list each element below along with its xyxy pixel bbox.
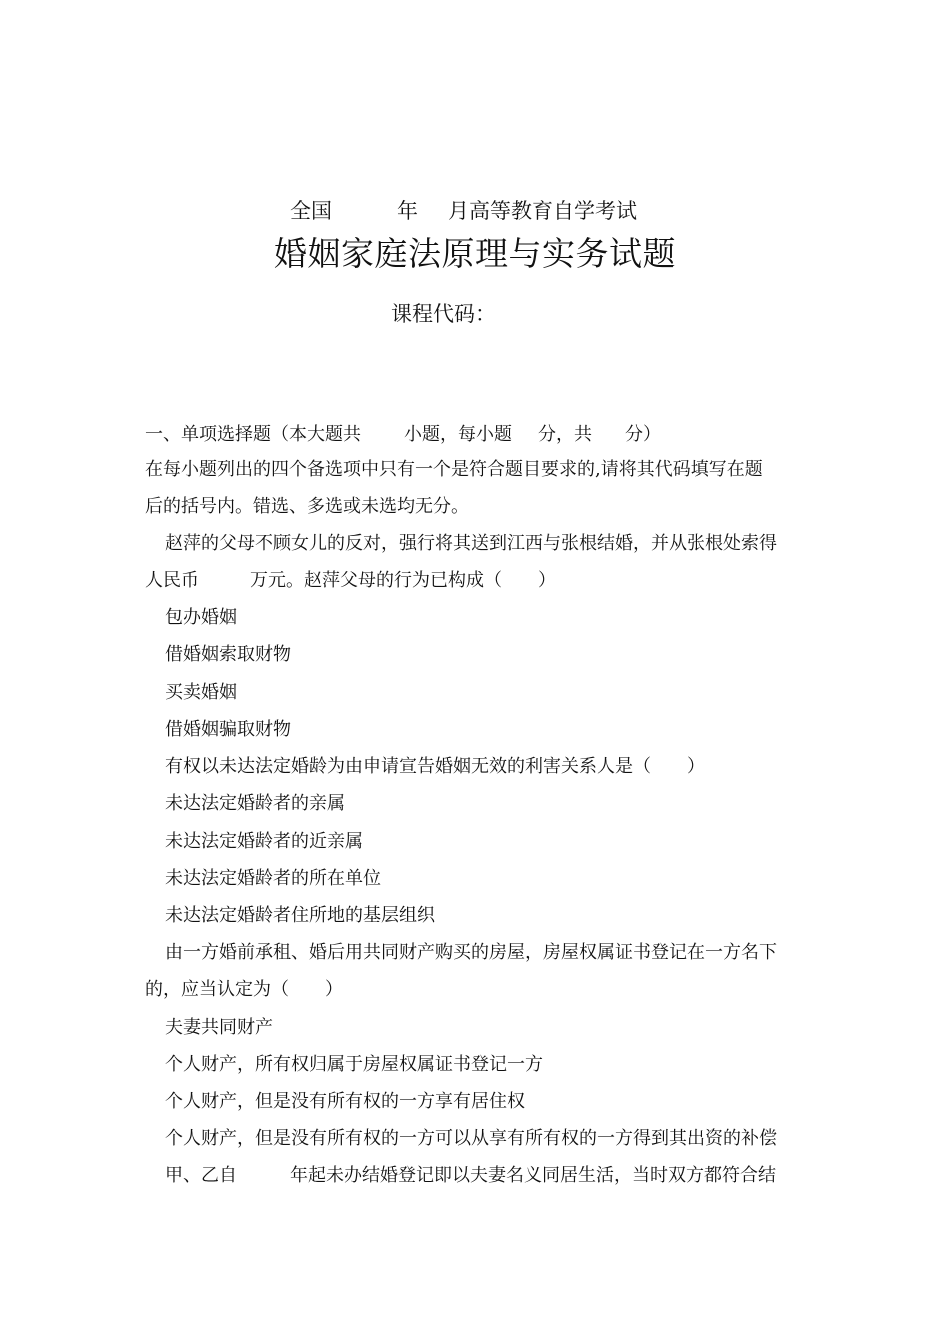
q1-option: 借婚姻骗取财物 [165,719,291,740]
exam-title: 婚姻家庭法原理与实务试题 [274,234,676,273]
q2-option: 未达法定婚龄者的亲属 [165,793,345,814]
section-heading-part4: 分） [625,424,661,445]
course-code-label: 课程代码： [391,302,496,326]
header-year: 年 [397,199,418,223]
q2-option: 未达法定婚龄者的所在单位 [165,868,381,889]
instruction-line-2: 后的括号内。错选、多选或未选均无分。 [145,496,469,517]
instruction-line-1: 在每小题列出的四个备选项中只有一个是符合题目要求的,请将其代码填写在题 [145,459,763,480]
q3-stem-line-1: 由一方婚前承租、婚后用共同财产购买的房屋，房屋权属证书登记在一方名下 [165,942,777,963]
q3-stem-line-2: 的，应当认定为（ ） [145,979,343,1000]
q1-option: 买卖婚姻 [165,682,237,703]
q2-stem: 有权以未达法定婚龄为由申请宣告婚姻无效的利害关系人是（ ） [165,756,705,777]
q1-stem-line-1: 赵萍的父母不顾女儿的反对，强行将其送到江西与张根结婚，并从张根处索得 [165,533,777,554]
q1-stem-line-2b: 万元。赵萍父母的行为已构成（ ） [250,570,556,591]
section-heading [0,420,950,448]
section-heading-part2: 小题，每小题 [404,424,512,445]
q3-option: 夫妻共同财产 [165,1017,273,1038]
header-quanguo: 全国 [290,199,332,223]
q2-option: 未达法定婚龄者的近亲属 [165,831,363,852]
section-heading-part1: 一、单项选择题（本大题共 [145,424,361,445]
exam-header [0,195,950,225]
q3-option: 个人财产，但是没有所有权的一方享有居住权 [165,1091,525,1112]
q1-option: 包办婚姻 [165,607,237,628]
q2-option: 未达法定婚龄者住所地的基层组织 [165,905,435,926]
q1-stem-line-2a: 人民币 [145,570,199,591]
q3-option: 个人财产，但是没有所有权的一方可以从享有所有权的一方得到其出资的补偿 [165,1128,777,1149]
q4-stem-a: 甲、乙自 [165,1165,237,1186]
section-heading-part3: 分，共 [538,424,592,445]
q1-option: 借婚姻索取财物 [165,644,291,665]
q3-option: 个人财产，所有权归属于房屋权属证书登记一方 [165,1054,543,1075]
q4-stem-b: 年起未办结婚登记即以夫妻名义同居生活，当时双方都符合结 [290,1165,776,1186]
header-exam-name: 月高等教育自学考试 [448,199,637,223]
